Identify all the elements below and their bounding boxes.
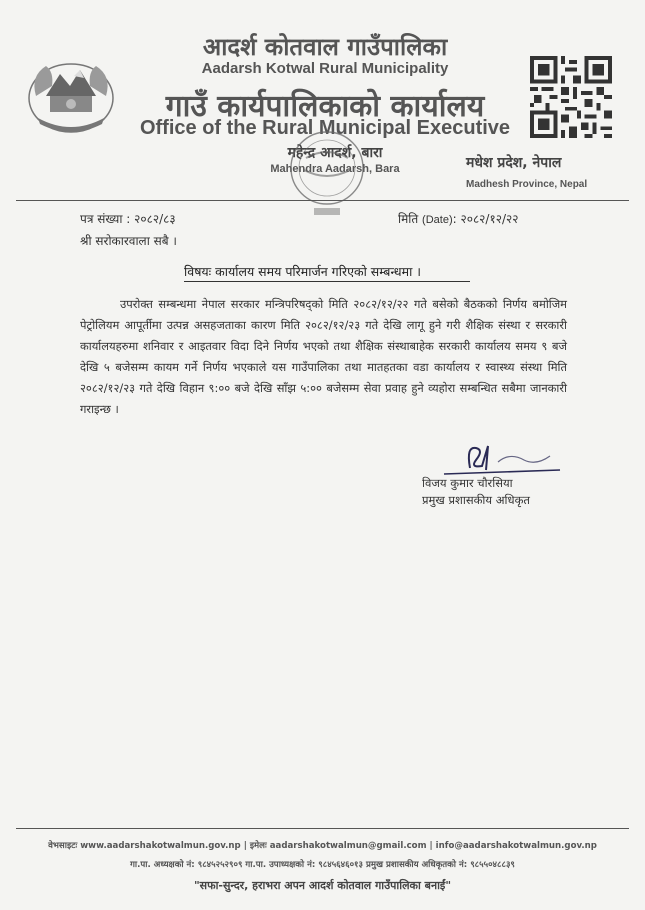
body-paragraph: उपरोक्त सम्बन्धमा नेपाल सरकार मन्त्रिपरिषद्को मिति २०८२/१२/२२ गते बसेको बैठकको निर्णय बमोजिम पेट्रोलियम आपूर्तीमा उत्पन्न असहजताका कारण मिति २०८२/१२/२३ गते देखि लागू हुने गरी शैक्षिक संस्था र सरकारी कार्यालयहरुमा शनिवार र आइतवार विदा दिने निर्णय भएको तथा शैक्षिक संस्थाबाहेक सरकारी कार्यालय समय ९ बजे देखि ५ बजेसम्म कायम गर्ने निर्णय भएकाले यस गाउँपालिका तथा मातहतका वडा कार्यालय र स्वास्थ्य संस्था मिति २०८२/१२/२३ गते देखि विहान ९:०० बजे देखि साँझ ५:०० बजेसम्म सेवा प्रवाह हुने व्यहोरा सम्बन्धित सबैमा जानकारी गराइन्छ । (80, 297, 567, 416)
qr-code-icon[interactable] (530, 56, 612, 138)
letter-date: मिति (Date): २०८२/१२/२२ (398, 212, 519, 226)
header-divider (16, 200, 629, 201)
footer-divider (16, 828, 629, 829)
municipality-name-np: आदर्श कोतवाल गाउँपालिका (202, 33, 448, 61)
nepal-emblem-icon (24, 56, 118, 136)
footer-slogan: "सफा-सुन्दर, हराभरा अपन आदर्श कोतवाल गाउँपालिका बनाईं" (193, 879, 452, 892)
province-en: Madhesh Province, Nepal (466, 179, 588, 190)
signer-name: विजय कुमार चौरसिया (422, 476, 513, 490)
location-en: Mahendra Aadarsh, Bara (270, 163, 400, 175)
office-name-en: Office of the Rural Municipal Executive (139, 117, 511, 139)
signature-icon (440, 440, 580, 480)
footer-contact: वेभसाइटः www.aadarshakotwalmun.gov.np | इमेलः aadarshakotwalmun@gmail.com | info@aadarshakotwalmun.gov.np (48, 841, 597, 851)
province-np: मधेश प्रदेश, नेपाल (466, 155, 562, 171)
signer-title: प्रमुख प्रशासकीय अधिकृत (422, 493, 530, 507)
office-stamp-icon (286, 128, 368, 220)
reference-number: पत्र संख्या : २०८२/८३ (80, 212, 176, 226)
footer-phones: गा.पा. अध्यक्षको नं: ९८४५२५२९०९ गा.पा. उपाध्यक्षको नं: ९८४५६४६०१३ प्रमुख प्रशासकीय अधिकृतको नं: ९८५५०४८८३९ (130, 860, 515, 870)
municipality-name-en: Aadarsh Kotwal Rural Municipality (201, 60, 449, 77)
subject-underline (184, 281, 470, 282)
letter-body (80, 294, 567, 420)
location-np: महेन्द्र आदर्श, बारा (287, 145, 383, 161)
letter-subject: विषयः कार्यालय समय परिमार्जन गरिएको सम्बन्धमा । (184, 264, 422, 279)
recipient: श्री सरोकारवाला सबै । (80, 234, 177, 248)
office-name-np: गाउँ कार्यपालिकाको कार्यालय (165, 89, 485, 124)
